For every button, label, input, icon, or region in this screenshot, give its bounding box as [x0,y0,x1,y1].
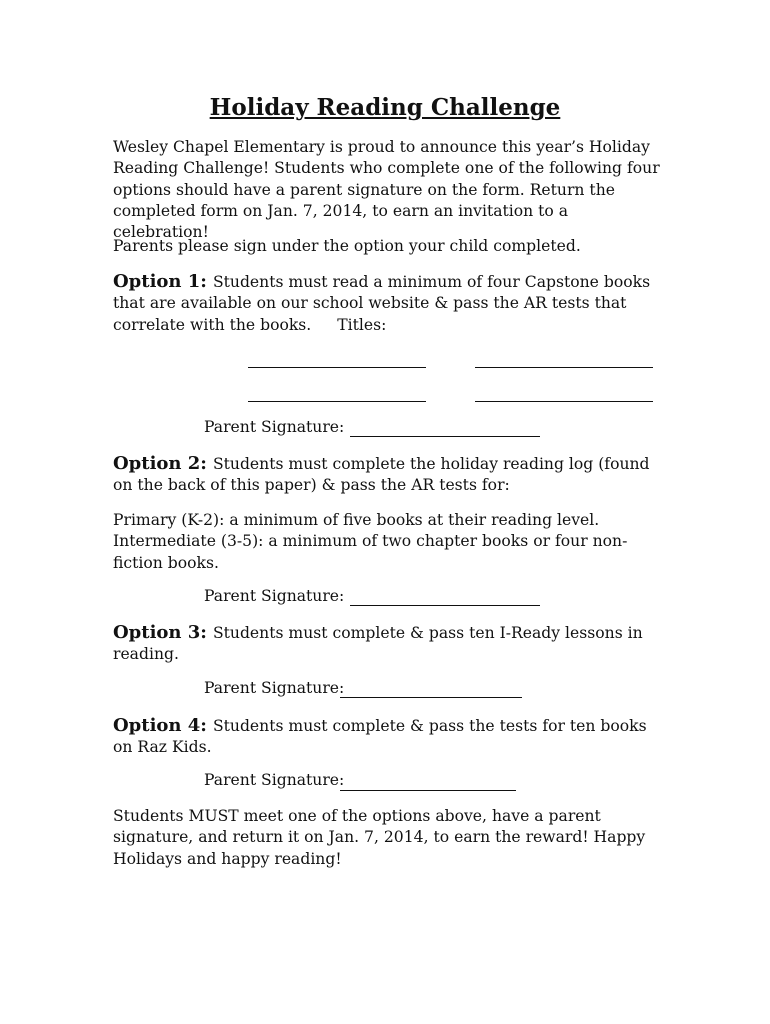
option-3-signature-line[interactable] [340,696,522,698]
closing-paragraph: Students MUST meet one of the options above, have a parent signature, and return it on Jan. 7, 2014, to earn the reward! Happy Holidays and happy reading! [113,807,646,868]
titles-label: Titles: [337,315,387,334]
option-1-signature-label: Parent Signature: [204,418,345,436]
option-3-text: Students must complete & pass ten I-Ready lessons in reading. [113,624,643,664]
option-1 [113,271,661,336]
option-4-signature-line[interactable] [340,789,516,791]
title-line-2[interactable] [475,366,653,368]
option-3 [113,622,661,666]
option-4-heading: Option 4: [113,715,207,736]
title-line-4[interactable] [475,400,653,402]
option-2-signature-label: Parent Signature: [204,587,345,605]
option-4 [113,715,661,759]
option-2-signature-line[interactable] [350,604,540,606]
title-line-3[interactable] [248,400,426,402]
option-4-text: Students must complete & pass the tests for ten books on Raz Kids. [113,717,647,757]
option-3-signature-label: Parent Signature: [204,679,345,697]
option-1-text: Students must read a minimum of four Capstone books that are available on our school website & pass the AR tests that correlate with the books. [113,273,651,334]
option-2-levels [113,510,661,574]
option-2-heading: Option 2: [113,453,207,474]
option-1-heading: Option 1: [113,271,207,292]
option-2-text: Students must complete the holiday reading log (found on the back of this paper) & pass the AR tests for: [113,455,650,495]
intermediate-requirement: Intermediate (3-5): a minimum of two chapter books or four non-fiction books. [113,532,628,572]
page-title: Holiday Reading Challenge [209,94,561,121]
primary-requirement: Primary (K-2): a minimum of five books at their reading level. [113,511,600,529]
option-4-signature-label: Parent Signature: [204,771,345,789]
title-line-1[interactable] [248,366,426,368]
option-2 [113,453,661,497]
parents-note: Parents please sign under the option your child completed. [113,237,581,255]
option-3-heading: Option 3: [113,622,207,643]
intro-paragraph: Wesley Chapel Elementary is proud to announce this year’s Holiday Reading Challenge! Students who complete one of the following four options should have a parent signature on the form. Return the completed form on Jan. 7, 2014, to earn an invitation to a celebration! [113,138,660,242]
option-1-signature-line[interactable] [350,435,540,437]
